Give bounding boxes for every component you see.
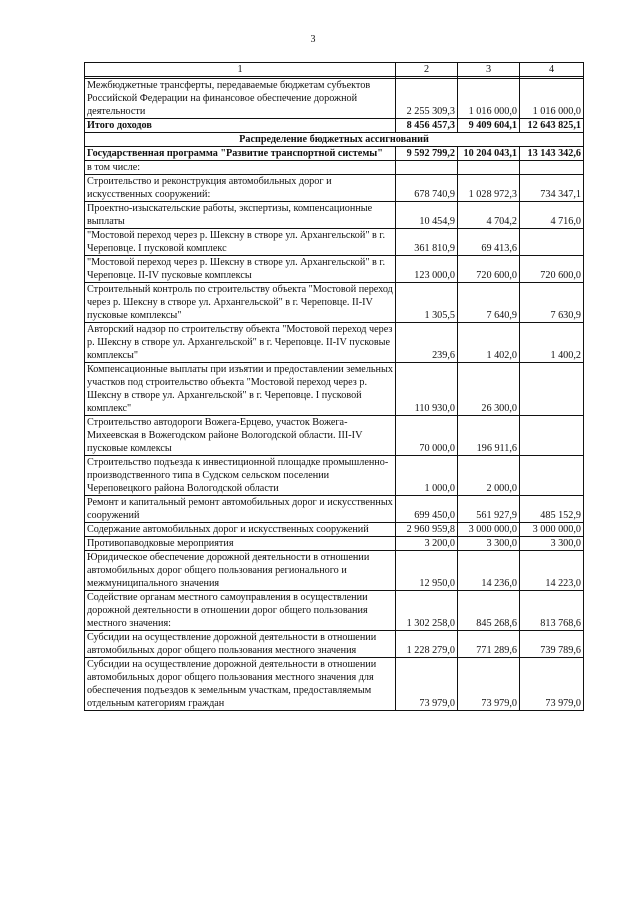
row-name: Строительство подъезда к инвестиционной площадке промышленно-производственного типа в Судском сельском поселении Череповецкого района Вологодской области [85, 456, 396, 496]
value-cell: 7 640,9 [458, 283, 520, 323]
value-cell: 813 768,6 [520, 591, 584, 631]
value-cell: 4 716,0 [520, 202, 584, 229]
value-cell: 561 927,9 [458, 496, 520, 523]
row-name: Субсидии на осуществление дорожной деятельности в отношении автомобильных дорог общего пользования местного значения для обеспечения подъездов к земельным участкам, предоставляемым отдельным категориям граждан [85, 658, 396, 711]
value-cell: 3 000 000,0 [458, 523, 520, 537]
header-cell: 1 [85, 63, 396, 77]
table-row [85, 523, 584, 537]
value-cell: 9 409 604,1 [458, 119, 520, 133]
value-cell: 9 592 799,2 [396, 147, 458, 161]
value-cell: 1 016 000,0 [458, 79, 520, 119]
value-cell: 1 000,0 [396, 456, 458, 496]
value-cell: 771 289,6 [458, 631, 520, 658]
table-row [85, 416, 584, 456]
section-row [85, 133, 584, 147]
value-cell: 8 456 457,3 [396, 119, 458, 133]
value-cell: 14 223,0 [520, 551, 584, 591]
table-row [85, 591, 584, 631]
table-row [85, 202, 584, 229]
value-cell: 14 236,0 [458, 551, 520, 591]
value-cell: 70 000,0 [396, 416, 458, 456]
value-cell [520, 161, 584, 175]
row-name: Юридическое обеспечение дорожной деятельности в отношении автомобильных дорог общего пользования регионального и межмуниципального значения [85, 551, 396, 591]
table-row [85, 161, 584, 175]
table-row-program [85, 147, 584, 161]
value-cell: 1 016 000,0 [520, 79, 584, 119]
table-row [85, 229, 584, 256]
table-row [85, 363, 584, 416]
header-cell: 4 [520, 63, 584, 77]
row-name: Противопаводковые мероприятия [85, 537, 396, 551]
value-cell: 239,6 [396, 323, 458, 363]
value-cell: 13 143 342,6 [520, 147, 584, 161]
table-row [85, 658, 584, 711]
value-cell: 734 347,1 [520, 175, 584, 202]
table-row [85, 496, 584, 523]
value-cell [520, 416, 584, 456]
value-cell: 12 950,0 [396, 551, 458, 591]
value-cell [520, 456, 584, 496]
row-name: Компенсационные выплаты при изъятии и предоставлении земельных участков под строительство объекта "Мостовой переход через р. Шексну в створе ул. Архангельской" в г. Череповце. I пусковой комплекс" [85, 363, 396, 416]
value-cell: 7 630,9 [520, 283, 584, 323]
value-cell: 1 028 972,3 [458, 175, 520, 202]
row-name: Ремонт и капитальный ремонт автомобильных дорог и искусственных сооружений [85, 496, 396, 523]
table-row [85, 256, 584, 283]
value-cell: 361 810,9 [396, 229, 458, 256]
value-cell: 2 960 959,8 [396, 523, 458, 537]
value-cell: 1 305,5 [396, 283, 458, 323]
row-name: Субсидии на осуществление дорожной деятельности в отношении автомобильных дорог общего пользования местного значения [85, 631, 396, 658]
header-cell: 3 [458, 63, 520, 77]
table-row [85, 79, 584, 119]
value-cell: 123 000,0 [396, 256, 458, 283]
value-cell: 3 300,0 [458, 537, 520, 551]
value-cell: 1 402,0 [458, 323, 520, 363]
row-name: Авторский надзор по строительству объекта "Мостовой переход через р. Шексну в створе ул. Архангельской" в г. Череповце. II-IV пусковые комплексы" [85, 323, 396, 363]
value-cell: 845 268,6 [458, 591, 520, 631]
value-cell: 3 200,0 [396, 537, 458, 551]
value-cell: 1 400,2 [520, 323, 584, 363]
row-name: "Мостовой переход через р. Шексну в створе ул. Архангельской" в г. Череповце. II-IV пусковые комплексы [85, 256, 396, 283]
table-row [85, 323, 584, 363]
table-row-total [85, 119, 584, 133]
row-name: Содействие органам местного самоуправления в осуществлении дорожной деятельности в отношении дорог общего пользования местного значения: [85, 591, 396, 631]
value-cell: 2 000,0 [458, 456, 520, 496]
value-cell: 3 300,0 [520, 537, 584, 551]
value-cell [396, 161, 458, 175]
table-row [85, 631, 584, 658]
section-title: Распределение бюджетных ассигнований [85, 133, 584, 147]
value-cell: 10 454,9 [396, 202, 458, 229]
value-cell: 73 979,0 [458, 658, 520, 711]
value-cell: 699 450,0 [396, 496, 458, 523]
value-cell: 485 152,9 [520, 496, 584, 523]
table-row [85, 537, 584, 551]
value-cell: 69 413,6 [458, 229, 520, 256]
value-cell: 4 704,2 [458, 202, 520, 229]
value-cell: 2 255 309,3 [396, 79, 458, 119]
value-cell: 1 228 279,0 [396, 631, 458, 658]
value-cell [520, 229, 584, 256]
value-cell: 720 600,0 [520, 256, 584, 283]
value-cell: 196 911,6 [458, 416, 520, 456]
table-row [85, 456, 584, 496]
header-row [85, 63, 584, 77]
row-name: Межбюджетные трансферты, передаваемые бюджетам субъектов Российской Федерации на финансовое обеспечение дорожной деятельности [85, 79, 396, 119]
row-name: Содержание автомобильных дорог и искусственных сооружений [85, 523, 396, 537]
value-cell: 12 643 825,1 [520, 119, 584, 133]
value-cell: 1 302 258,0 [396, 591, 458, 631]
value-cell: 110 930,0 [396, 363, 458, 416]
row-name: Государственная программа "Развитие транспортной системы" [85, 147, 396, 161]
row-name: Строительный контроль по строительству объекта "Мостовой переход через р. Шексну в створе ул. Архангельской" в г. Череповце. II-IV пусковые комплексы" [85, 283, 396, 323]
value-cell [520, 363, 584, 416]
value-cell: 73 979,0 [396, 658, 458, 711]
budget-table [84, 62, 584, 711]
row-name: Строительство и реконструкция автомобильных дорог и искусственных сооружений: [85, 175, 396, 202]
value-cell: 10 204 043,1 [458, 147, 520, 161]
value-cell: 739 789,6 [520, 631, 584, 658]
value-cell: 720 600,0 [458, 256, 520, 283]
row-name: Проектно-изыскательские работы, экспертизы, компенсационные выплаты [85, 202, 396, 229]
value-cell: 26 300,0 [458, 363, 520, 416]
value-cell: 3 000 000,0 [520, 523, 584, 537]
value-cell: 73 979,0 [520, 658, 584, 711]
row-name: Строительство автодороги Вожега-Ерцево, участок Вожега-Михеевская в Вожегодском районе Вологодской области. III-IV пусковые комлексы [85, 416, 396, 456]
header-cell: 2 [396, 63, 458, 77]
row-name: Итого доходов [85, 119, 396, 133]
value-cell: 678 740,9 [396, 175, 458, 202]
table-row [85, 175, 584, 202]
row-name: в том числе: [85, 161, 396, 175]
table-row [85, 551, 584, 591]
value-cell [458, 161, 520, 175]
row-name: "Мостовой переход через р. Шексну в створе ул. Архангельской" в г. Череповце. I пусковой комплекс [85, 229, 396, 256]
page-number: 3 [310, 34, 316, 45]
table-row [85, 283, 584, 323]
